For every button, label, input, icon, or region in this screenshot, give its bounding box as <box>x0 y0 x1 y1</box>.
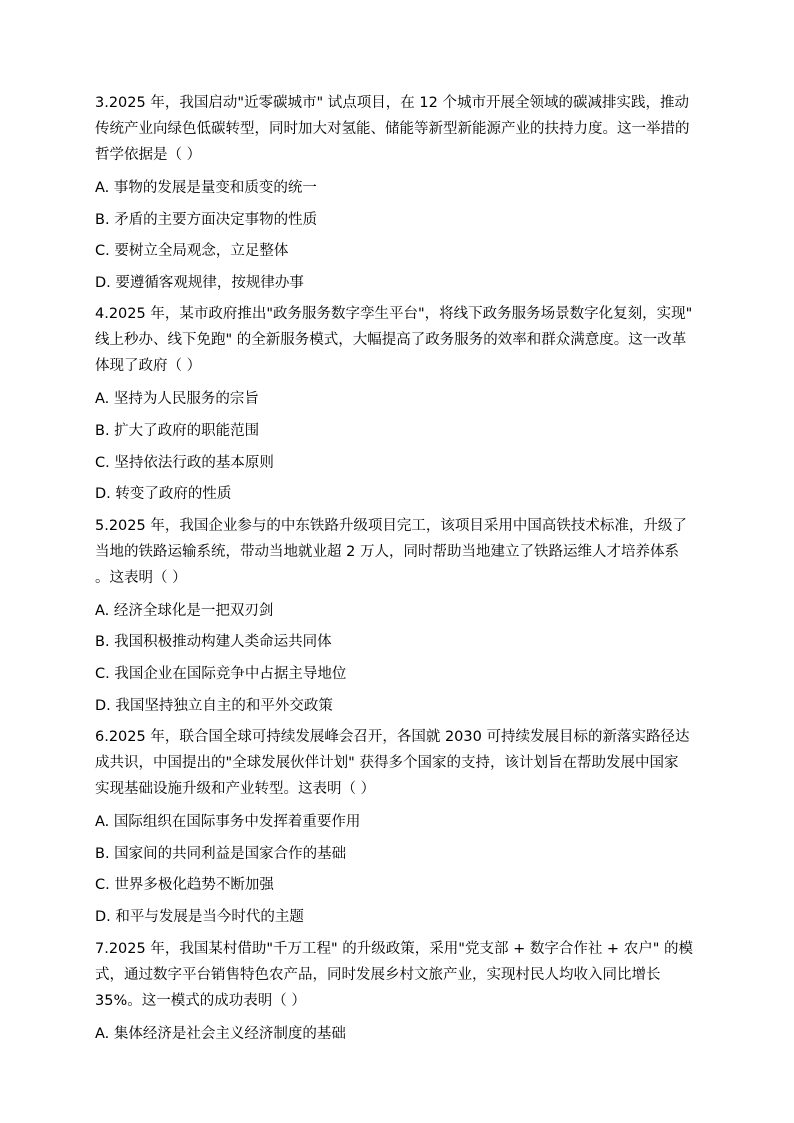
option-a: A. 国际组织在国际事务中发挥着重要作用 <box>95 814 361 831</box>
stem-line: 成共识，中国提出的"全球发展伙伴计划" 获得多个国家的支持，该计划旨在帮助发展中国家 <box>95 755 679 772</box>
option-a: A. 集体经济是社会主义经济制度的基础 <box>95 1025 346 1042</box>
stem-line: 线上秒办、线下免跑" 的全新服务模式，大幅提高了政务服务的效率和群众满意度。这一改革 <box>95 332 687 349</box>
stem-line: 5.2025 年，我国企业参与的中东铁路升级项目完工，该项目采用中国高铁技术标准，升级了 <box>95 517 687 534</box>
option-b: B. 国家间的共同利益是国家合作的基础 <box>95 845 347 862</box>
stem-line: 4.2025 年，某市政府推出"政务服务数字孪生平台"，将线下政务服务场景数字化复刻，实现" <box>95 306 693 323</box>
option-a: A. 事物的发展是量变和质变的统一 <box>95 180 317 196</box>
question-7 <box>95 936 707 1047</box>
question-list <box>95 90 707 1052</box>
stem-line: 实现基础设施升级和产业转型。这表明（ ） <box>95 781 376 798</box>
stem-line: 式，通过数字平台销售特色农产品，同时发展乡村文旅产业，实现村民人均收入同比增长 <box>95 966 661 983</box>
option-a: A. 经济全球化是一把双刃剑 <box>95 602 274 619</box>
stem-line: 当地的铁路运输系统，带动当地就业超 2 万人，同时帮助当地建立了铁路运维人才培养体系 <box>95 543 679 560</box>
question-stem <box>95 90 707 168</box>
stem-line: 6.2025 年，联合国全球可持续发展峰会召开，各国就 2030 可持续发展目标的新落实路径达 <box>95 729 690 746</box>
question-3 <box>95 90 707 296</box>
question-stem <box>95 513 707 591</box>
question-stem <box>95 936 707 1014</box>
question-5 <box>95 513 707 719</box>
option-c: C. 世界多极化趋势不断加强 <box>95 877 274 894</box>
stem-line: 35%。这一模式的成功表明（ ） <box>95 992 306 1009</box>
option-d: D. 转变了政府的性质 <box>95 486 232 503</box>
stem-line: 哲学依据是（ ） <box>95 147 202 163</box>
stem-line: 。这表明（ ） <box>95 569 187 586</box>
question-4 <box>95 301 707 507</box>
question-stem <box>95 724 707 802</box>
option-a: A. 坚持为人民服务的宗旨 <box>95 391 259 408</box>
option-d: D. 要遵循客观规律，按规律办事 <box>95 274 304 291</box>
stem-line: 体现了政府（ ） <box>95 358 202 375</box>
question-6 <box>95 724 707 930</box>
option-b: B. 我国积极推动构建人类命运共同体 <box>95 634 332 651</box>
stem-line: 传统产业向绿色低碳转型，同时加大对氢能、储能等新型新能源产业的扶持力度。这一举措的 <box>95 121 690 137</box>
option-b: B. 扩大了政府的职能范围 <box>95 422 260 439</box>
option-c: C. 要树立全局观念，立足整体 <box>95 243 289 260</box>
stem-line: 7.2025 年，我国某村借助"千万工程" 的升级政策，采用"党支部 + 数字合作社 + 农户" 的模 <box>95 940 693 957</box>
option-d: D. 和平与发展是当今时代的主题 <box>95 908 304 925</box>
stem-line: 3.2025 年，我国启动"近零碳城市" 试点项目，在 12 个城市开展全领域的碳减排实践，推动 <box>95 95 689 111</box>
option-b: B. 矛盾的主要方面决定事物的性质 <box>95 211 318 228</box>
question-stem <box>95 301 707 379</box>
option-c: C. 坚持依法行政的基本原则 <box>95 454 274 471</box>
option-c: C. 我国企业在国际竞争中占据主导地位 <box>95 665 347 682</box>
option-d: D. 我国坚持独立自主的和平外交政策 <box>95 697 333 714</box>
